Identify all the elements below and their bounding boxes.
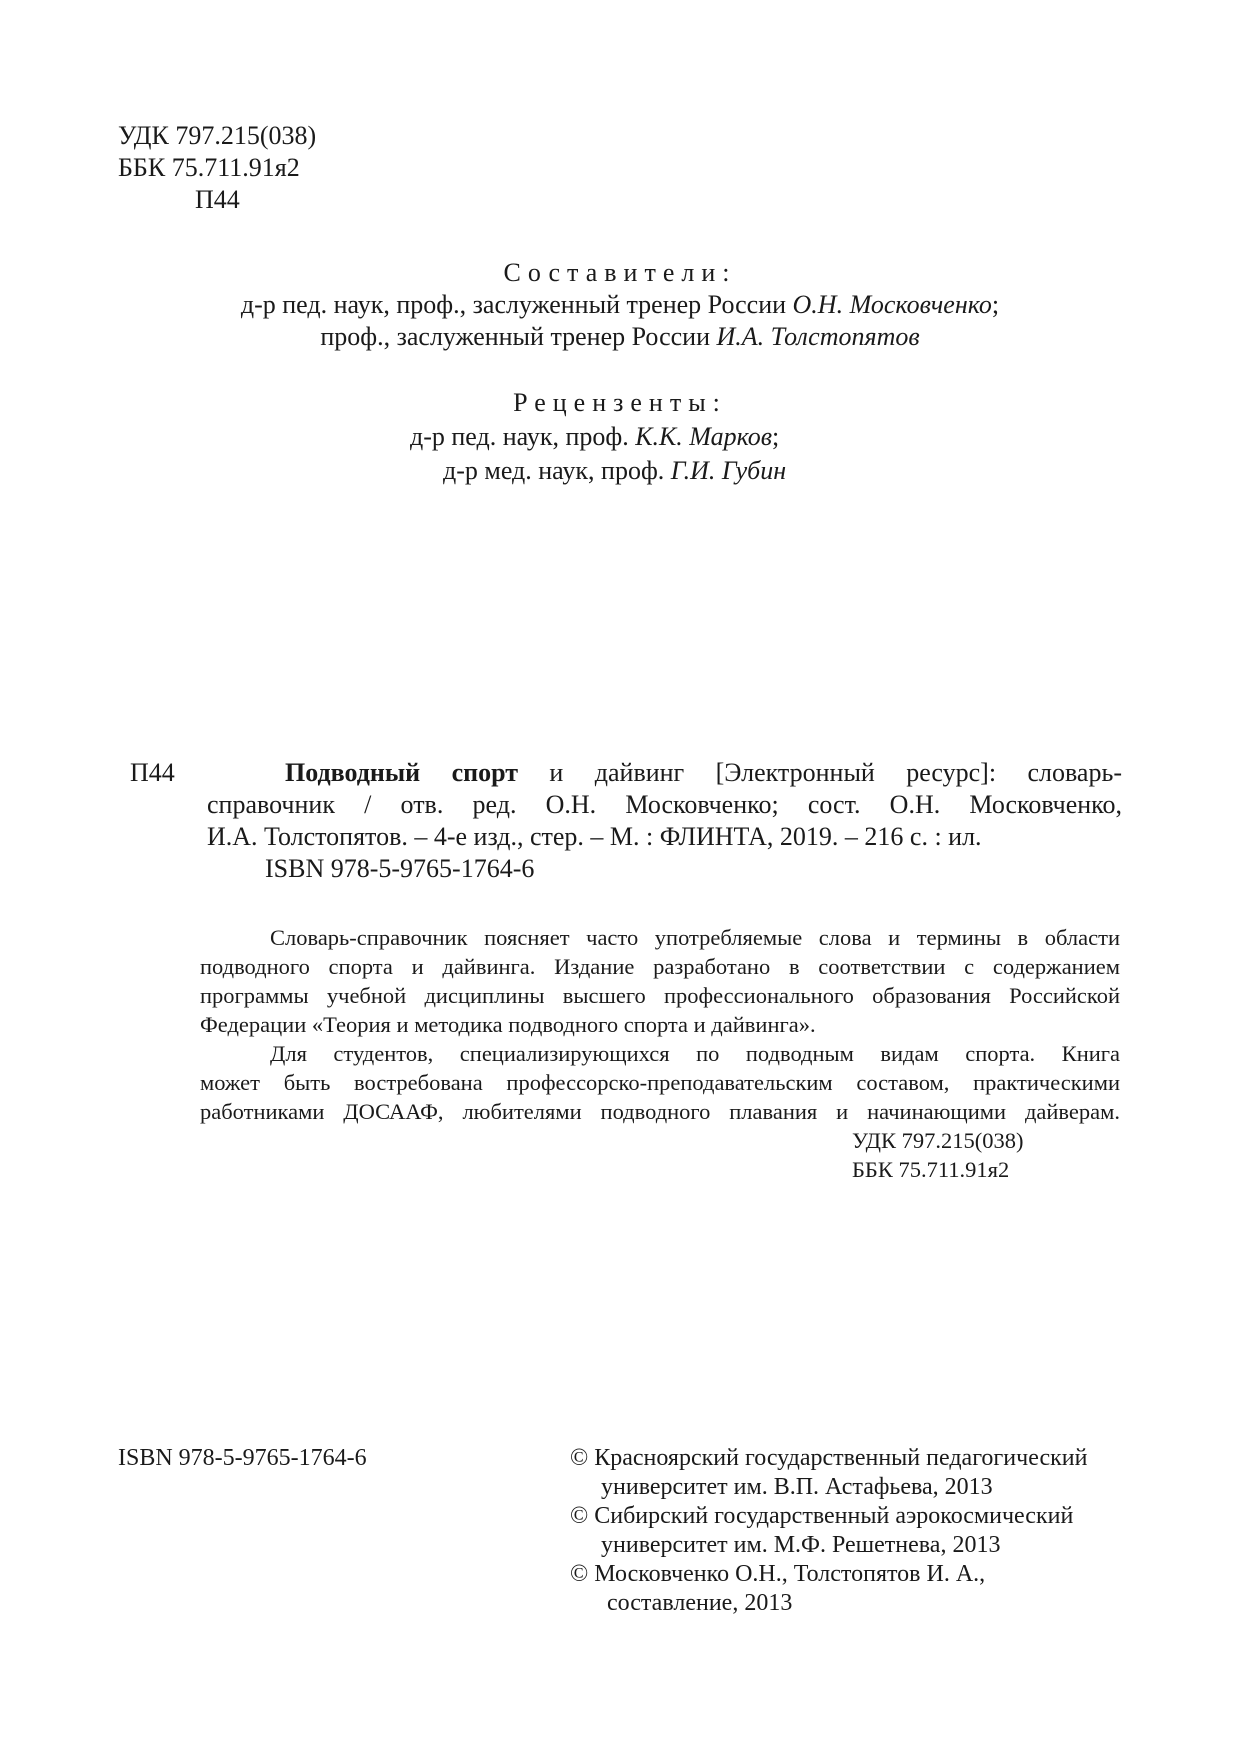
- abstract-line-5: Для студентов, специализирующихся по подводным видам спорта. Книга: [270, 1041, 1120, 1066]
- reviewers-line-1: [410, 421, 779, 453]
- reviewer-name-2: Г.И. Губин: [670, 456, 787, 485]
- compilers-line-1-text: д-р пед. наук, проф., заслуженный тренер России: [240, 290, 793, 319]
- reviewers-line-1-end: ;: [772, 422, 780, 451]
- compilers-line-2-text: проф., заслуженный тренер России: [320, 322, 717, 351]
- abstract-udk: УДК 797.215(038): [852, 1128, 1024, 1153]
- footer-isbn: ISBN 978-5-9765-1764-6: [118, 1445, 367, 1471]
- compilers-line-1: [120, 289, 1120, 321]
- reviewers-line-2: [443, 455, 786, 487]
- header-code: П44: [195, 185, 240, 214]
- abstract-line-3: программы учебной дисциплины высшего профессионального образования Российской: [200, 983, 1120, 1008]
- header-bbk: ББК 75.711.91я2: [118, 153, 300, 182]
- compilers-heading: Составители:: [503, 258, 737, 287]
- abstract-line-6: может быть востребована профессорско-преподавательским составом, практическими: [200, 1070, 1120, 1095]
- reviewer-name-1: К.К. Марков: [635, 422, 773, 451]
- reviewers-line-2-text: д-р мед. наук, проф.: [443, 456, 671, 485]
- abstract-line-2: подводного спорта и дайвинга. Издание разработано в соответствии с содержанием: [200, 954, 1120, 979]
- reviewers-line-1-text: д-р пед. наук, проф.: [410, 422, 636, 451]
- copyright-line-5: © Московченко О.Н., Толстопятов И. А.,: [570, 1561, 986, 1587]
- abstract-bbk: ББК 75.711.91я2: [852, 1157, 1010, 1182]
- copyright-line-3: © Сибирский государственный аэрокосмический: [570, 1503, 1074, 1529]
- catalog-line-2: справочник / отв. ред. О.Н. Московченко; сост. О.Н. Московченко,: [207, 790, 1122, 819]
- catalog-isbn: ISBN 978-5-9765-1764-6: [265, 854, 535, 883]
- catalog-line-3: И.А. Толстопятов. – 4-е изд., стер. – М. : ФЛИНТА, 2019. – 216 с. : ил.: [207, 822, 982, 851]
- compilers-line-1-end: ;: [991, 290, 1000, 319]
- catalog-title: Подводный спорт: [285, 758, 518, 787]
- compiler-name-1: О.Н. Московченко: [792, 290, 992, 319]
- compilers-line-2: [120, 321, 1120, 353]
- abstract-line-4: Федерации «Теория и методика подводного спорта и дайвинга».: [200, 1012, 816, 1037]
- header-block: [118, 120, 316, 216]
- copyright-block: [570, 1444, 1087, 1618]
- abstract-line-7: работниками ДОСААФ, любителями подводного плавания и начинающими дайверам.: [200, 1099, 1120, 1124]
- compiler-name-2: И.А. Толстопятов: [716, 322, 920, 351]
- copyright-line-6: составление, 2013: [607, 1590, 793, 1616]
- abstract-line-1: Словарь-справочник поясняет часто употребляемые слова и термины в области: [270, 925, 1120, 950]
- catalog-line-1: [285, 757, 1122, 789]
- catalog-line-1-rest: и дайвинг [Электронный ресурс]: словарь-: [518, 758, 1122, 787]
- copyright-line-2: университет им. В.П. Астафьева, 2013: [601, 1474, 993, 1500]
- header-udk: УДК 797.215(038): [118, 121, 317, 150]
- reviewers-heading: Рецензенты:: [513, 388, 727, 417]
- copyright-line-1: © Красноярский государственный педагогический: [570, 1445, 1088, 1471]
- copyright-line-4: университет им. М.Ф. Решетнева, 2013: [601, 1532, 1001, 1558]
- catalog-code: П44: [130, 758, 175, 787]
